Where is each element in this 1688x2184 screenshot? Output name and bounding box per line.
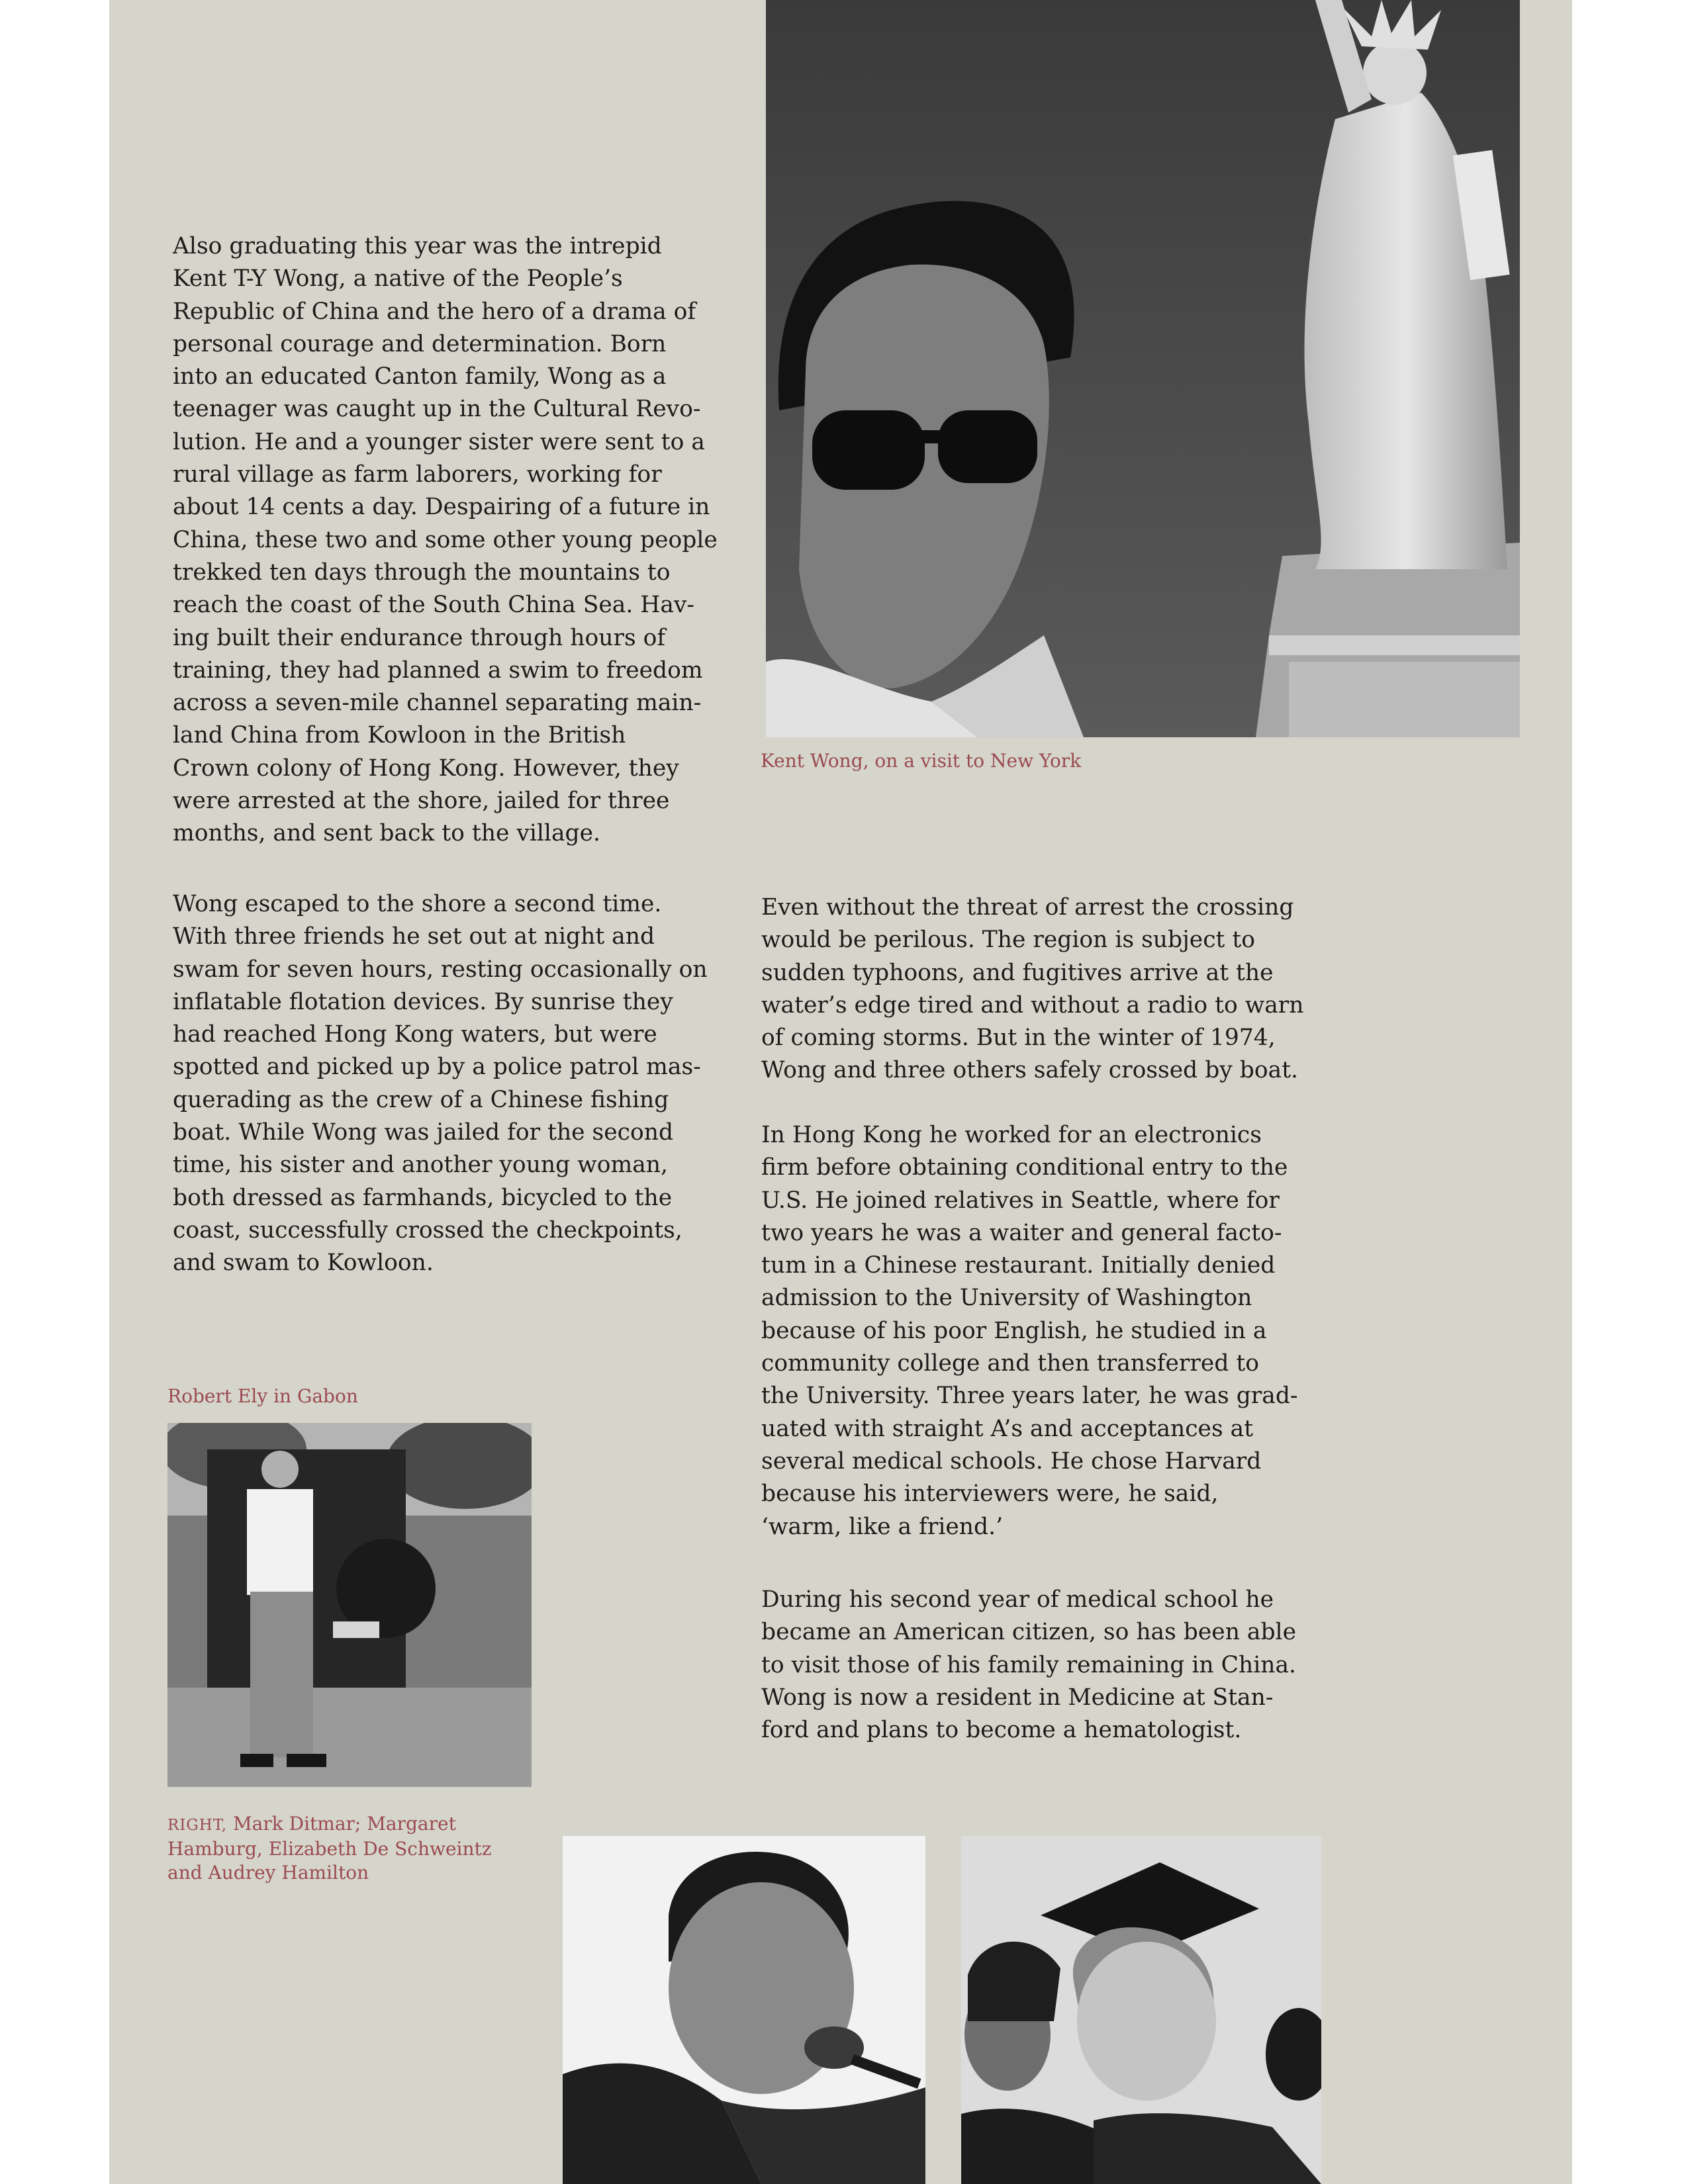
graduates-caption [167,1812,492,1885]
robert-ely-caption: Robert Ely in Gabon [167,1385,358,1407]
body-paragraph-right-2: In Hong Kong he worked for an electronics firm before obtaining conditional entry to the U.S. He joined relatives in Seattle, where for two years he was a waiter and general facto- tum in a Chinese restaurant. Initially denied admission to the University of Washington because of his poor English, he studied in a community college and then transferred to the University. Three years later, he was grad- uated with straight A’s and acceptances at several medical schools. He chose Harvard because his interviewers were, he said, ‘warm, like a friend.’ [761,1122,1298,1540]
mark-ditmar-photo [563,1836,925,2184]
robert-ely-photo [167,1423,532,1787]
kent-wong-photo [766,0,1520,737]
caption-direction-label: RIGHT, [167,1817,228,1834]
body-paragraph-left-2: Wong escaped to the shore a second time. With three friends he set out at night and swam for seven hours, resting occasionally on inflatable flotation devices. By sunrise they had reached Hong Kong waters, but were spotted and picked up by a police patrol mas- querading as the crew of a Chinese fishing boat. While Wong was jailed for the second time, his sister and another young woman, both dressed as farmhands, bicycled to the coast, successfully crossed the checkpoints, and swam to Kowloon. [173,891,708,1277]
body-paragraph-right-3: During his second year of medical school he became an American citizen, so has been able to visit those of his family remaining in China. Wong is now a resident in Medicine at Stan- ford and plans to become a hematologist. [761,1586,1297,1744]
graduates-photo [961,1836,1321,2184]
caption-names: Mark Ditmar; Margaret Hamburg, Elizabeth De Schweintz and Audrey Hamilton [167,1813,492,1884]
kent-wong-caption: Kent Wong, on a visit to New York [761,750,1082,772]
body-paragraph-left-1: Also graduating this year was the intrepid Kent T-Y Wong, a native of the People’s Republic of China and the hero of a drama of personal courage and determination. Born into an educated Canton family, Wong as a teenager was caught up in the Cultural Revo- lution. He and a younger sister were sent to a rural village as farm laborers, working for about 14 cents a day. Despairing of a future in China, these two and some other young people trekked ten days through the mountains to reach the coast of the South China Sea. Hav- ing built their endurance through hours of training, they had planned a swim to freedom across a seven-mile channel separating main- land China from Kowloon in the British Crown colony of Hong Kong. However, they were arrested at the shore, jailed for three months, and sent back to the village. [173,233,718,847]
body-paragraph-right-1: Even without the threat of arrest the crossing would be perilous. The region is subject to sudden typhoons, and fugitives arrive at the water’s edge tired and without a radio to warn of coming storms. But in the winter of 1974, Wong and three others safely crossed by boat. [761,894,1304,1084]
